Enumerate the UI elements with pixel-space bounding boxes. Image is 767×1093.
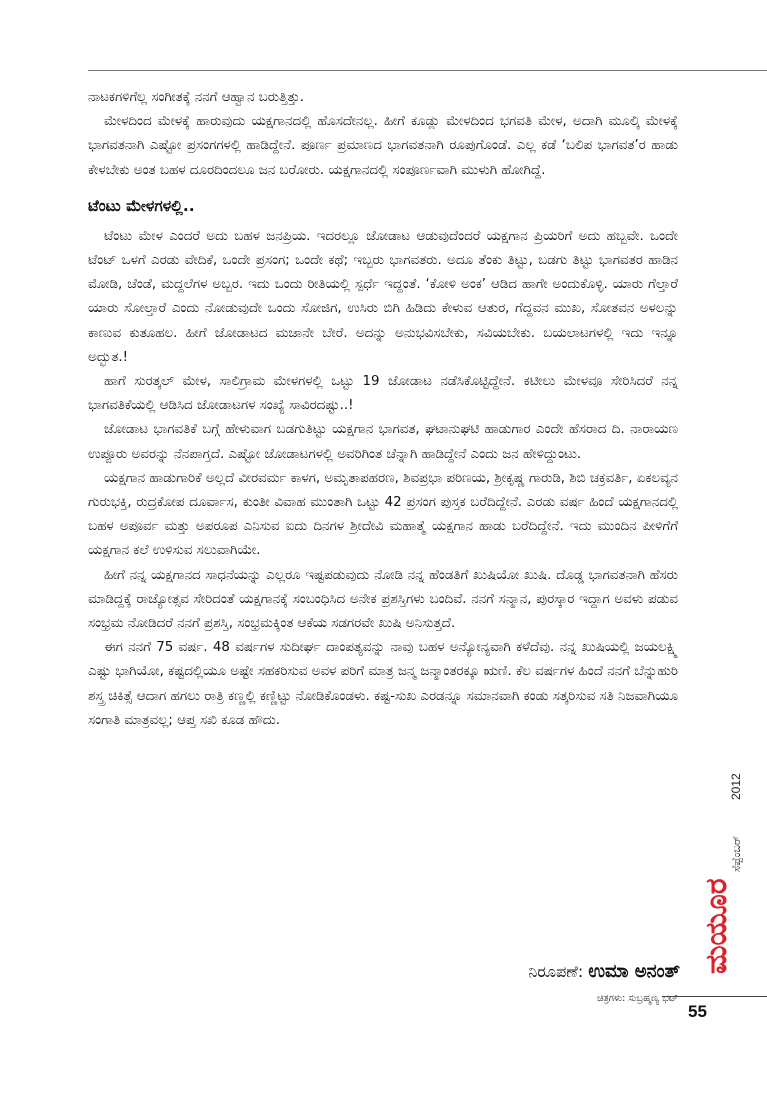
photo-credit: ಚಿತ್ರಗಳು: ಸುಬ್ರಹ್ಮಣ್ಯ ಭಟ್ — [596, 993, 678, 1004]
paragraph: ಹಾಗೆ ಸುರತ್ಕಲ್ ಮೇಳ, ಸಾಲಿಗ್ರಾಮ ಮೇಳಗಳಲ್ಲಿ ಒಟ್ಟು 19 ಜೋಡಾಟ ನಡೆಸಿಕೊಟ್ಟಿದ್ದೇನೆ. ಕಟೀಲು ಮೇಳವೂ ಸೇರಿಸಿದರೆ ನನ್ನ ಭಾಗವತಿಕೆಯಲ್ಲಿ ಆಡಿಸಿದ ಜೋಡಾಟಗಳ ಸಂಖ್ಯೆ ಸಾವಿರದಷ್ಟು..! — [88, 374, 678, 414]
page-number: 55 — [688, 1002, 707, 1021]
issue-year: 2012 — [729, 773, 743, 800]
paragraph: ಮೇಳದಿಂದ ಮೇಳಕ್ಕೆ ಹಾರುವುದು ಯಕ್ಷಗಾನದಲ್ಲಿ ಹೊಸದೇನಲ್ಲ. ಹೀಗೆ ಕೂಡ್ಲು ಮೇಳದಿಂದ ಭಗವತಿ ಮೇಳ, ಅದಾಗಿ ಮೂಲ್ಕಿ ಮೇಳಕ್ಕೆ ಭಾಗವತನಾಗಿ ಎಷ್ಟೋ ಪ್ರಸಂಗಗಳಲ್ಲಿ ಹಾಡಿದ್ದೇನೆ. ಪೂರ್ಣ ಪ್ರಮಾಣದ ಭಾಗವತನಾಗಿ ರೂಪುಗೊಂಡೆ. ಎಲ್ಲ ಕಡೆ ‘ಬಲಿಪ ಭಾಗವತ’ರ ಹಾಡು ಕೇಳಬೇಕು ಅಂತ ಬಹಳ ದೂರದಿಂದಲೂ ಜನ ಬರೋರು. ಯಕ್ಷಗಾನದಲ್ಲಿ ಸಂಪೂರ್ಣವಾಗಿ ಮುಳುಗಿ ಹೋಗಿದ್ದೆ. — [88, 114, 678, 178]
article-body — [88, 86, 678, 733]
byline-author: ಉಮಾ ಅನಂತ್ — [588, 961, 680, 982]
byline — [418, 960, 680, 984]
paragraph: ಈಗ ನನಗೆ 75 ವರ್ಷ. 48 ವರ್ಷಗಳ ಸುದೀರ್ಘ ದಾಂಪತ್ಯವನ್ನು ನಾವು ಬಹಳ ಅನ್ಯೋನ್ಯವಾಗಿ ಕಳೆದೆವು. ನನ್ನ ಖುಷಿಯಲ್ಲಿ ಜಯಲಕ್ಷ್ಮಿ ಎಷ್ಟು ಭಾಗಿಯೋ, ಕಷ್ಟದಲ್ಲಿಯೂ ಅಷ್ಟೇ ಸಹಕರಿಸುವ ಅವಳ ಪರಿಗೆ ಮಾತ್ರ ಜನ್ಮ ಜನ್ಮಾಂತರಕ್ಕೂ ಋಣಿ. ಕೆಲ ವರ್ಷಗಳ ಹಿಂದೆ ನನಗೆ ಬೆನ್ನುಹುರಿ ಶಸ್ತ್ರ ಚಿಕಿತ್ಸೆ ಆದಾಗ ಹಗಲು ರಾತ್ರಿ ಕಣ್ಣಲ್ಲಿ ಕಣ್ಣಿಟ್ಟು ನೋಡಿಕೊಂಡಳು. ಕಷ್ಟ-ಸುಖ ಎರಡನ್ನೂ ಸಮಾನವಾಗಿ ಕಂಡು ಸತ್ಕರಿಸುವ ಸತಿ ನಿಜವಾಗಿಯೂ ಸಂಗಾತಿ ಮಾತ್ರವಲ್ಲ; ಆಪ್ತ ಸಖಿ ಕೂಡ ಹೌದು. — [88, 640, 678, 728]
top-rule — [88, 70, 767, 71]
paragraph: ಜೋಡಾಟ ಭಾಗವತಿಕೆ ಬಗ್ಗೆ ಹೇಳುವಾಗ ಬಡಗುತಿಟ್ಟು ಯಕ್ಷಗಾನ ಭಾಗವತ, ಘಟಾನುಘಟಿ ಹಾಡುಗಾರ ಎಂದೇ ಹೆಸರಾದ ದಿ. ನಾರಾಯಣ ಉಪ್ಪೂರು ಅವರನ್ನು ನೆನಪಾಗ್ತದೆ. ಎಷ್ಟೋ ಜೋಡಾಟಗಳಲ್ಲಿ ಅವರಿಗಿಂತ ಚೆನ್ನಾಗಿ ಹಾಡಿದ್ದೇನೆ ಎಂದು ಜನ ಹೇಳಿದ್ದುಂಟು. — [88, 422, 678, 462]
paragraph: ಹೀಗೆ ನನ್ನ ಯಕ್ಷಗಾನದ ಸಾಧನೆಯನ್ನು ಎಲ್ಲರೂ ಇಷ್ಟಪಡುವುದು ನೋಡಿ ನನ್ನ ಹೆಂಡತಿಗೆ ಖುಷಿಯೋ ಖುಷಿ. ದೊಡ್ಡ ಭಾಗವತನಾಗಿ ಹೆಸರು ಮಾಡಿದ್ದಕ್ಕೆ ರಾಜ್ಯೋತ್ಸವ ಸೇರಿದಂತೆ ಯಕ್ಷಗಾನಕ್ಕೆ ಸಂಬಂಧಿಸಿದ ಅನೇಕ ಪ್ರಶಸ್ತಿಗಳು ಬಂದಿವೆ. ನನಗೆ ಸನ್ಮಾನ, ಪುರಸ್ಕಾರ ಇದ್ದಾಗ ಅವಳು ಪಡುವ ಸಂಭ್ರಮ ನೋಡಿದರೆ ನನಗೆ ಪ್ರಶಸ್ತಿ, ಸಂಭ್ರಮಕ್ಕಿಂತ ಆಕೆಯ ಸಡಗರವೇ ಖುಷಿ ಅನಿಸುತ್ತದೆ. — [88, 567, 678, 632]
footer-rule — [662, 996, 767, 997]
paragraph: ಟೆಂಟು ಮೇಳ ಎಂದರೆ ಅದು ಬಹಳ ಜನಪ್ರಿಯ. ಇದರಲ್ಲೂ ಜೋಡಾಟ ಆಡುವುದೆಂದರೆ ಯಕ್ಷಗಾನ ಪ್ರಿಯರಿಗೆ ಅದು ಹಬ್ಬವೇ. ಒಂದೇ ಟೆಂಟ್ ಒಳಗೆ ಎರಡು ವೇದಿಕೆ, ಒಂದೇ ಪ್ರಸಂಗ; ಒಂದೇ ಕಥೆ; ಇಬ್ಬರು ಭಾಗವತರು. ಅದೂ ತೆಂಕು ತಿಟ್ಟು, ಬಡಗು ತಿಟ್ಟು ಭಾಗವತರ ಹಾಡಿನ ಮೋಡಿ, ಚೆಂಡೆ, ಮದ್ದಲೆಗಳ ಅಬ್ಬರ. ಇದು ಒಂದು ರೀತಿಯಲ್ಲಿ ಸ್ಪರ್ಧೆ ಇದ್ದಂತೆ. ‘ಕೋಳಿ ಅಂಕ’ ಆಡಿದ ಹಾಗೇ ಅಂದುಕೊಳ್ಳಿ. ಯಾರು ಗೆಲ್ತಾರೆ ಯಾರು ಸೋಲ್ತಾರೆ ಎಂದು ನೋಡುವುದೇ ಒಂದು ಸೋಜಿಗ, ಉಸಿರು ಬಿಗಿ ಹಿಡಿದು ಕೇಳುವ ಆತುರ, ಗೆದ್ದವನ ಮುಖ, ಸೋತವನ ಅಳಲನ್ನು ಕಾಣುವ ಕುತೂಹಲ. ಹೀಗೆ ಜೋಡಾಟದ ಮಜಾನೇ ಬೇರೆ. ಅದನ್ನು ಅನುಭವಿಸಬೇಕು, ಸವಿಯಬೇಕು. ಬಯಲಾಟಗಳಲ್ಲಿ ಇದು ಇನ್ನೂ ಅದ್ಭುತ.! — [88, 228, 678, 365]
magazine-name: ಮಯೂರ — [699, 878, 734, 974]
magazine-sidebar — [690, 752, 746, 977]
section-heading: ಟೆಂಟು ಮೇಳಗಳಲ್ಲಿ.. — [88, 196, 195, 215]
byline-label: ನಿರೂಪಣೆ: — [528, 962, 584, 981]
issue-month: ಸೆಪ್ಟೆಂಬರ್ — [730, 835, 743, 872]
magazine-masthead-vertical — [690, 752, 746, 977]
paragraph: ನಾಟಕಗಳಿಗೆಲ್ಲ ಸಂಗೀತಕ್ಕೆ ನನಗೆ ಆಹ್ವಾನ ಬರುತ್ತಿತ್ತು. — [88, 90, 305, 105]
paragraph: ಯಕ್ಷಗಾನ ಹಾಡುಗಾರಿಕೆ ಅಲ್ಲದೆ ವೀರವರ್ಮ ಕಾಳಗ, ಅಮೃತಾಪಹರಣ, ಶಿವಪ್ರಭಾ ಪರಿಣಯ, ಶ್ರೀಕೃಷ್ಣ ಗಾರುಡಿ, ಶಿಬಿ ಚಕ್ರವರ್ತಿ, ಏಕಲವ್ಯನ ಗುರುಭಕ್ತಿ, ರುದ್ರಕೋಪ ದೂರ್ವಾಸ, ಕುಂತೀ ವಿವಾಹ ಮುಂತಾಗಿ ಒಟ್ಟು 42 ಪ್ರಸಂಗ ಪುಸ್ತಕ ಬರೆದಿದ್ದೇನೆ. ಎರಡು ವರ್ಷ ಹಿಂದೆ ಯಕ್ಷಗಾನದಲ್ಲಿ ಬಹಳ ಅಪೂರ್ವ ಮತ್ತು ಅಪರೂಪ ಎನಿಸುವ ಐದು ದಿನಗಳ ಶ್ರೀದೇವಿ ಮಹಾತ್ಮೆ ಯಕ್ಷಗಾನ ಹಾಡು ಬರೆದಿದ್ದೇನೆ. ಇದು ಮುಂದಿನ ಪೀಳಿಗೆಗೆ ಯಕ್ಷಗಾನ ಕಲೆ ಉಳಿಸುವ ಸಲುವಾಗಿಯೇ. — [88, 470, 678, 559]
